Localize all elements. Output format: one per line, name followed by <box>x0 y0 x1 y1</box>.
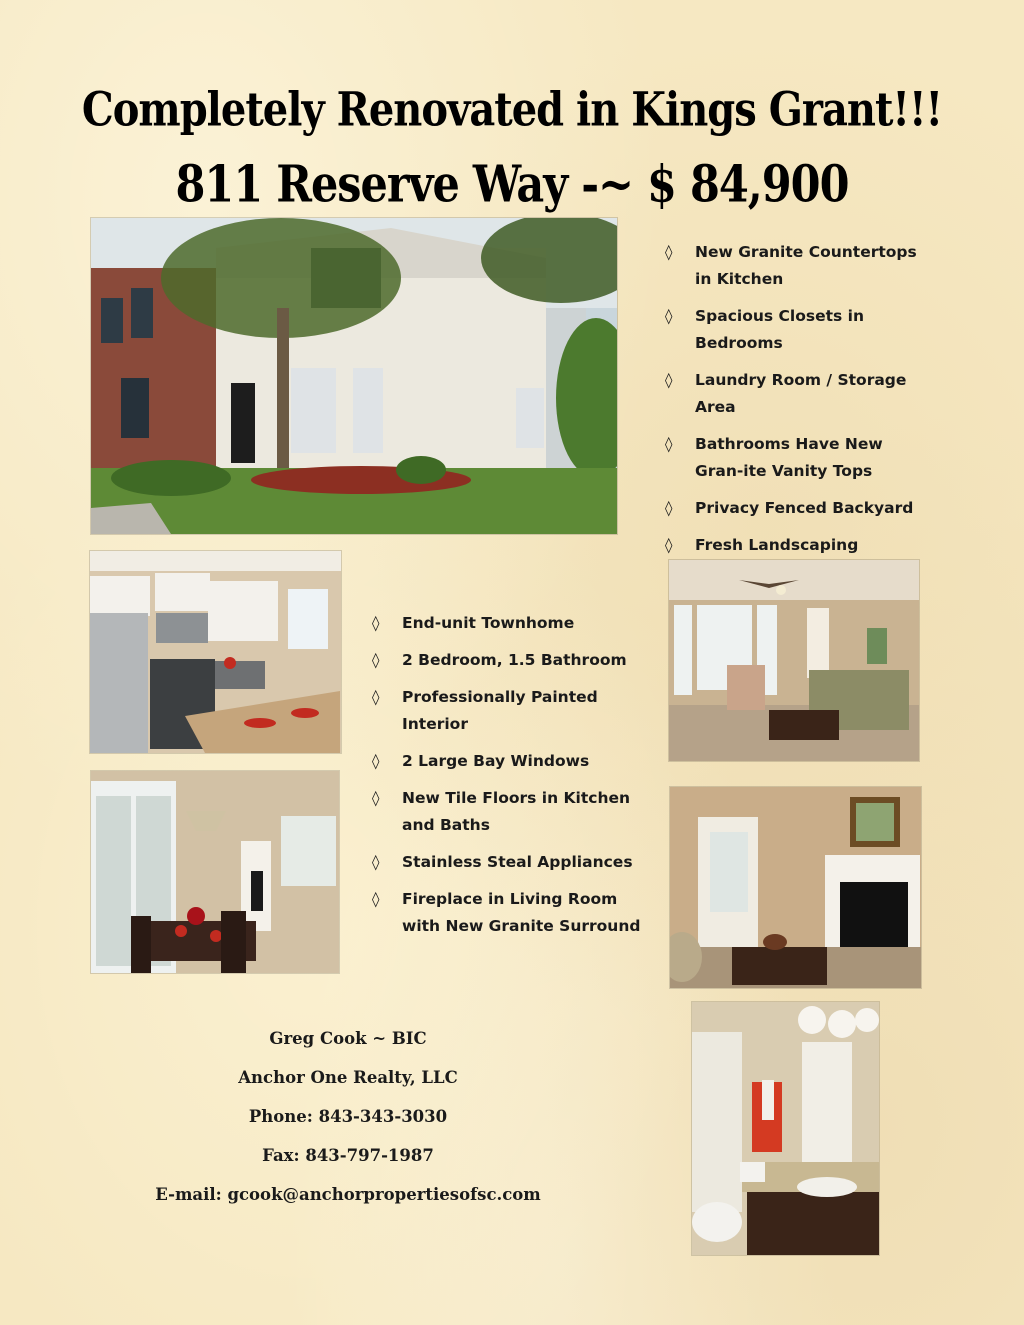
list-item: ◊ Privacy Fenced Backyard <box>665 495 935 522</box>
bullet-icon: ◊ <box>372 789 380 807</box>
list-item: ◊ Bathrooms Have New Gran-ite Vanity Tops <box>665 431 935 485</box>
email-address: E-mail: gcook@anchorpropertiesofsc.com <box>155 1185 541 1204</box>
list-item: ◊ Stainless Steal Appliances <box>372 849 642 876</box>
list-item: ◊ Laundry Room / Storage Area <box>665 367 935 421</box>
bullet-icon: ◊ <box>372 614 380 632</box>
list-item: ◊ Fireplace in Living Room with New Granite Surround <box>372 886 642 940</box>
bullet-icon: ◊ <box>372 853 380 871</box>
features-middle-list <box>372 610 642 950</box>
agent-name: Greg Cook ~ BIC <box>269 1029 427 1048</box>
bullet-icon: ◊ <box>372 651 380 669</box>
list-item: ◊ Fresh Landscaping <box>665 532 935 559</box>
features-top-list <box>665 239 935 569</box>
bullet-icon: ◊ <box>665 435 673 453</box>
bullet-icon: ◊ <box>665 371 673 389</box>
list-item: ◊ New Granite Countertops in Kitchen <box>665 239 935 293</box>
bullet-icon: ◊ <box>372 752 380 770</box>
bullet-icon: ◊ <box>665 499 673 517</box>
contact-block <box>150 1028 546 1223</box>
bullet-icon: ◊ <box>372 890 380 908</box>
list-item: ◊ End-unit Townhome <box>372 610 642 637</box>
list-item: ◊ New Tile Floors in Kitchen and Baths <box>372 785 642 839</box>
fax-number: Fax: 843-797-1987 <box>262 1146 434 1165</box>
exterior-photo <box>91 218 617 534</box>
address-price: 811 Reserve Way -~ $ 84,900 <box>175 155 849 215</box>
list-item: ◊ Professionally Painted Interior <box>372 684 642 738</box>
bullet-icon: ◊ <box>665 307 673 325</box>
list-item: ◊ 2 Large Bay Windows <box>372 748 642 775</box>
bathroom-photo <box>692 1002 879 1255</box>
phone-number: Phone: 843-343-3030 <box>248 1107 448 1126</box>
list-item: ◊ 2 Bedroom, 1.5 Bathroom <box>372 647 642 674</box>
flyer-title: Completely Renovated in Kings Grant!!! <box>81 81 943 138</box>
bullet-icon: ◊ <box>372 688 380 706</box>
dining-photo <box>91 771 339 973</box>
fireplace-photo <box>670 787 921 988</box>
bullet-icon: ◊ <box>665 536 673 554</box>
kitchen-photo <box>90 551 341 753</box>
list-item: ◊ Spacious Closets in Bedrooms <box>665 303 935 357</box>
living-room-photo <box>669 560 919 761</box>
agency-name: Anchor One Realty, LLC <box>238 1068 458 1087</box>
bullet-icon: ◊ <box>665 243 673 261</box>
